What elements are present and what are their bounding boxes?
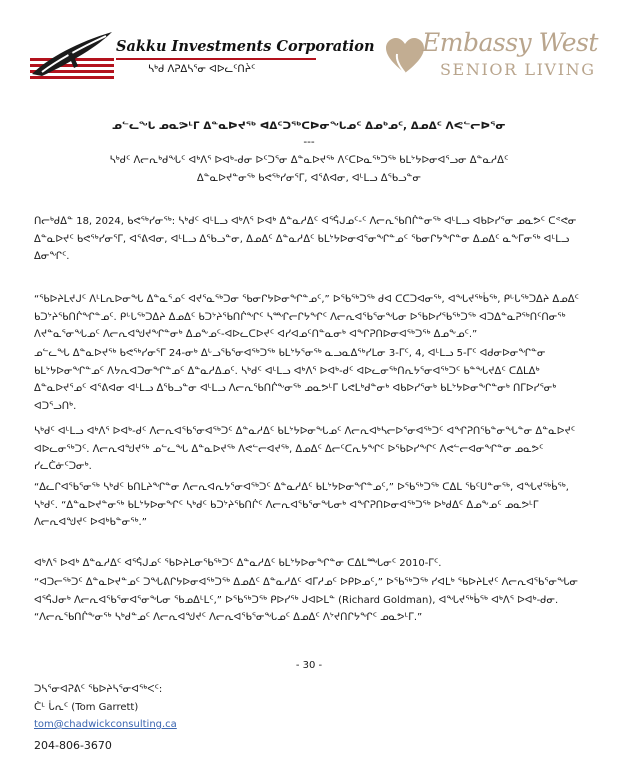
title-divider: --- bbox=[303, 136, 315, 148]
sakku-company-name: Sakku Investments Corporation bbox=[116, 38, 375, 55]
paragraph: “ᖃᐅᔨᒪᔪᒍᑦ ᐱᒻᒪᕆᐅᓂᖓ ᐃᓐᓇᕐᓄᑦ ᐊᔪᕐᓇᖅᑐᓂ ᖃᓂᒋᔭᐅᓂᖏᓐᓄᑦ,” ᐅᖃᖅᑐᖅ ᑯᐊ ᑕᑕᑐᐊᓂᖅ, ᐊᖓᔪᖅᑳᖅ, ᑭᒡᒐᖅᑐᐃᔨ ᐃᓄᐃᑦ ᑲᑐᔾᔨᖃᑎᒌᖏᓐᓄᑦ. ᑭᒡᒐᖅᑐᐃᔨ ᐃᓄᐃᑦ ᑲᑐᔾᔨᖃᑎᒌᖏᑦ ᓴᙱᓕᒋᔭᖏᑦ ᐱᓕᕆᐊᖃᕐᓂᖓᓂ ᐅᖃᐅᓯᖃᖅᑐᖅ ᐊᑐᐃᓐᓇᕈᖅᑎᑦᑎᓂᖅ ᐱᔪᓐᓇᕐᓂᖓᓄᑦ ᐱᓕᕆᐊᖑᔪᖏᓐᓂᒃ ᐃᓄᖕᓄᑦ-ᐊᐅᓚᑕᐅᔪᑦ ᐊᓯᐊᓄᑦᑎᓐᓇᓂᒃ ᐊᖏᕈᑎᐅᓂᐊᖅᑐᖅ ᐃᓄᖕᓄᑦ.” bbox=[34, 294, 579, 340]
embassy-west-tagline: SENIOR LIVING bbox=[440, 60, 596, 79]
document-subtitle bbox=[40, 152, 578, 187]
embassy-west-logo bbox=[384, 24, 598, 90]
paragraph: ᐊᒃᐱᕐ ᐅᐊᒃ ᐃᓐᓇᓱᐃᑦ ᐊᕐᕌᒍᓄᑦ ᖃᐅᔨᒪᓂᖃᖅᑐᑦ ᐃᓐᓇᓱᐃᑦ ᑲᒪᔾᔭᐅᓂᖏᓐᓂ ᑕᐃᒪᙵᓂᑦ 2010-ᒥᑦ. bbox=[34, 558, 442, 569]
subtitle-line: ᓴᒃᑯᑦ ᐱᓕᕆᒃᑯᖓᑦ ᐊᒃᐱᕐ ᐅᐊᒃ-ᑯᓂ ᐅᑦᑐᕐᓂ ᐃᓐᓇᐅᔪᖅ ᐱᑦᑕᐅᓇᖅᑐᖅ ᑲᒪᔾᔭᐅᓂᐊᕐᓗᓂ ᐃᓐᓇᓱᐃᑦ bbox=[109, 155, 509, 166]
header bbox=[28, 24, 598, 94]
subtitle-line: ᐃᓐᓇᐅᔪᓐᓂᖅ ᑲᕙᖅᓯᓂᕐᒥ, ᐊᕐᕕᐊᓂ, ᐊᒻᒪᓗ ᐃᖃᓗᓐᓂ bbox=[196, 172, 422, 184]
page-end-marker: - 30 - bbox=[295, 660, 323, 671]
contact-name: ᑖᒻ ᒑᕆᑦ (Tom Garrett) bbox=[34, 701, 139, 713]
sakku-logo bbox=[28, 24, 375, 94]
sakku-rule bbox=[116, 58, 316, 60]
contact-heading: ᑐᓴᕐᓂᐊᕈᕕᑦ ᖃᐅᔨᓴᕐᓂᐊᖅᐸᑦ: bbox=[34, 684, 163, 695]
heart-icon bbox=[384, 36, 426, 76]
contact-email-link[interactable]: tom@chadwickconsulting.ca bbox=[34, 719, 177, 730]
paragraph: “ᐃᓚᒋᐊᖃᕐᓂᖅ ᓴᒃᑯᑦ ᑲᑎᒪᔨᖏᓐᓂ ᐱᓕᕆᐊᕆᔭᕐᓂᐊᖅᑐᑦ ᐃᓐᓇᓱᐃᑦ ᑲᒪᔾᔭᐅᓂᖏᓐᓄᑦ,” ᐅᖃᖅᑐᖅ ᑕᐃᒪ ᖃᑦᑌᓐᓂᖅ, ᐊᖓᔪᖅᑳᖅ, ᓴᒃᑯᑦ. “ᐃᓐᓇᐅᔪᓐᓂᖅ ᑲᒪᔾᔭᐅᓂᖏᑦ ᓴᒃᑯᑦ ᑲᑐᔾᔨᖃᑎᒌᑦ ᐱᓕᕆᐊᖃᕐᓂᖓᓂᒃ ᐊᖏᕈᑎᐅᓂᐊᖅᑐᖅ ᐅᒃᑯᐃᑦ ᐃᓄᖕᓄᑦ ᓄᓇᕗᒻᒥ ᐱᓕᕆᐊᖑᔪᑦ ᐅᐊᒃᑲᓐᓂᖅ.” bbox=[34, 482, 569, 528]
kayak-logo-icon bbox=[28, 28, 114, 88]
paragraph: ᓄᓪᓚᖓ ᐃᓐᓇᐅᔪᖅ ᑲᕙᖅᓯᓂᕐᒥ 24-ᓂᒃ ᐃᒡᓗᖃᕐᓂᐊᖅᑐᖅ ᑲᒪᔾᔭᕐᓂᖅ ᓇᓗᓇᐃᖅᓯᒪᓂ 3-ᒥᑦ, 4, ᐊᒻᒪᓗ 5-ᒥᑦ ᐊᑯᓂᐅᓂᖏᓐᓂ ᑲᒪᔾᔭᐅᓂᖏᓐᓄᑦ ᐱᔭᕆᐊᑐᓂᖏᓐᓄᑦ ᐃᓐᓇᓱᐃᓄᑦ. ᓴᒃᑯᑦ ᐊᒻᒪᓗ ᐊᒃᐱᕐ ᐅᐊᒃ-ᑯᑦ ᐊᐅᓚᓂᖅᑎᕆᔭᕐᓂᐊᖅᑐᑦ ᑲᓐᖓᔪᐃᑦ ᑕᐃᒪᐃᒃ ᐃᓐᓇᐅᔪᕐᓄᑦ ᐊᕐᕕᐊᓂ ᐊᒻᒪᓗ ᐃᖃᓗᓐᓂ ᐊᒻᒪᓗ ᐱᓕᕆᖃᑎᒌᖕᓂᖅ ᓄᓇᕗᒻᒥ ᒐᕙᒪᒃᑯᓐᓂᒃ ᐊᑲᐅᓯᕐᓂᒃ ᑲᒪᔾᔭᐅᓂᖏᓐᓂᒃ ᑎᒥᐅᓯᕐᓂᒃ ᐊᑐᕐᓗᑎᒃ. bbox=[34, 348, 557, 412]
document-title: ᓄᓪᓚᖓ ᓄᓇᕗᒻᒥ ᐃᓐᓇᐅᔪᖅ ᐊᐃᑦᑐᖅᑕᐅᓂᖓᓄᑦ ᐃᓄᒃᓄᑦ, ᐃᓄᐃᑦ ᐱᕙᓪᓕᐅᕐᓂ bbox=[112, 120, 506, 132]
paragraph: “ᐊᑐᓕᖅᑐᑦ ᐃᓐᓇᐅᔪᓐᓄᑦ ᑐᖓᕕᒋᔭᐅᓂᐊᖅᑐᖅ ᐃᓄᐃᑦ ᐃᓐᓇᓱᐃᑦ ᐊᒥᓱᓄᑦ ᐅᑭᐅᓄᑦ,” ᐅᖃᖅᑐᖅ ᓯᐊᒪᒃ ᖃᐅᔨᒪᔪᑦ ᐱᓕᕆᐊᖃᕐᓂᖓᓂ ᐊᕐᕌᒍᓂᒃ ᐱᓕᕆᐊᖃᕐᓂᐊᕐᓂᖓᓂ ᖃᓄᐃᒻᒪᑦ,” ᐅᖃᖅᑐᖅ ᑭᐅᓯᖅ ᒍᐊᐅᒪᓐ (Richard Goldman), ᐊᖓᔪᖅᑳᖅ ᐊᒃᐱᕐ ᐅᐊᒃ-ᑯᓂ. “ᐱᓕᕆᖃᑎᒌᖕᓂᖅ ᓴᒃᑯᓐᓄᑦ ᐱᓕᕆᐊᖑᔪᑦ ᐱᓕᕆᐊᖃᕐᓂᖓᓄᑦ ᐃᓄᐃᑦ ᐱᔾᔪᑎᒋᔭᖏᑦ ᓄᓇᕗᒻᒥ.” bbox=[34, 577, 579, 623]
contact-phone: 204-806-3670 bbox=[34, 738, 112, 752]
contact-block bbox=[34, 681, 177, 755]
paragraph: ᑎᓕᒃᑯᐃᓐ 18, 2024, ᑲᕙᖅᓯᓂᖅ: ᓴᒃᑯᑦ ᐊᒻᒪᓗ ᐊᒃᐱᕐ ᐅᐊᒃ ᐃᓐᓇᓱᐃᑦ ᐊᕐᕌᒍᓄᑦ-ᑦ ᐱᓕᕆᖃᑎᒌᓐᓂᖅ ᐊᒻᒪᓗ ᐊᑲᐅᓯᕐᓂ ᓄᓇᕗᑦ ᑕᕝᕙᓂ ᐃᓐᓇᐅᔪᑦ ᑲᕙᖅᓯᓂᕐᒥ, ᐊᕐᕕᐊᓂ, ᐊᒻᒪᓗ ᐃᖃᓗᓐᓂ, ᐃᓄᐃᑦ ᐃᓐᓇᓱᐃᑦ ᑲᒪᔾᔭᐅᓂᐊᕐᓂᖏᓐᓄᑦ ᖃᓂᒋᔭᖏᓐᓂ ᐃᓄᐃᑦ ᓇᖕᒥᓂᖅ ᐊᒻᒪᓗ ᐃᓂᖏᑦ. bbox=[34, 216, 577, 262]
paragraph: ᓴᒃᑯᑦ ᐊᒻᒪᓗ ᐊᒃᐱᕐ ᐅᐊᒃ-ᑯᑦ ᐱᓕᕆᐊᖃᕐᓂᐊᖅᑐᑦ ᐃᓐᓇᓱᐃᑦ ᑲᒪᔾᔭᐅᓂᖓᓄᑦ ᐱᓕᕆᐊᒃᓴᓕᐅᕐᓂᐊᖅᑐᑦ ᐊᖏᕈᑎᖃᓐᓂᖓᓐᓂ ᐃᓐᓇᐅᔪᑦ ᐊᐅᓚᓂᖅᑐᑦ. ᐱᓕᕆᐊᖑᔪᖅ ᓄᓪᓚᖓ ᐃᓐᓇᐅᔪᖅ ᐱᕙᓪᓕᐊᔪᖅ, ᐃᓄᐃᑦ ᐃᓕᑦᑕᕆᔭᖏᑦ ᐅᖃᐅᓯᖏᑦ ᐱᕙᓪᓕᐊᓂᖏᓐᓂ ᓄᓇᕗᑦ ᓯᓚᑖᓃᑦᑐᓂᒃ. bbox=[34, 426, 576, 472]
embassy-west-name: Embassy West bbox=[422, 28, 598, 57]
sakku-syllabics-name: ᓴᒃᑯ ᐱᕈᐃᓴᕐᓂ ᐊᐅᓚᑦᑎᔩᑦ bbox=[148, 64, 256, 75]
